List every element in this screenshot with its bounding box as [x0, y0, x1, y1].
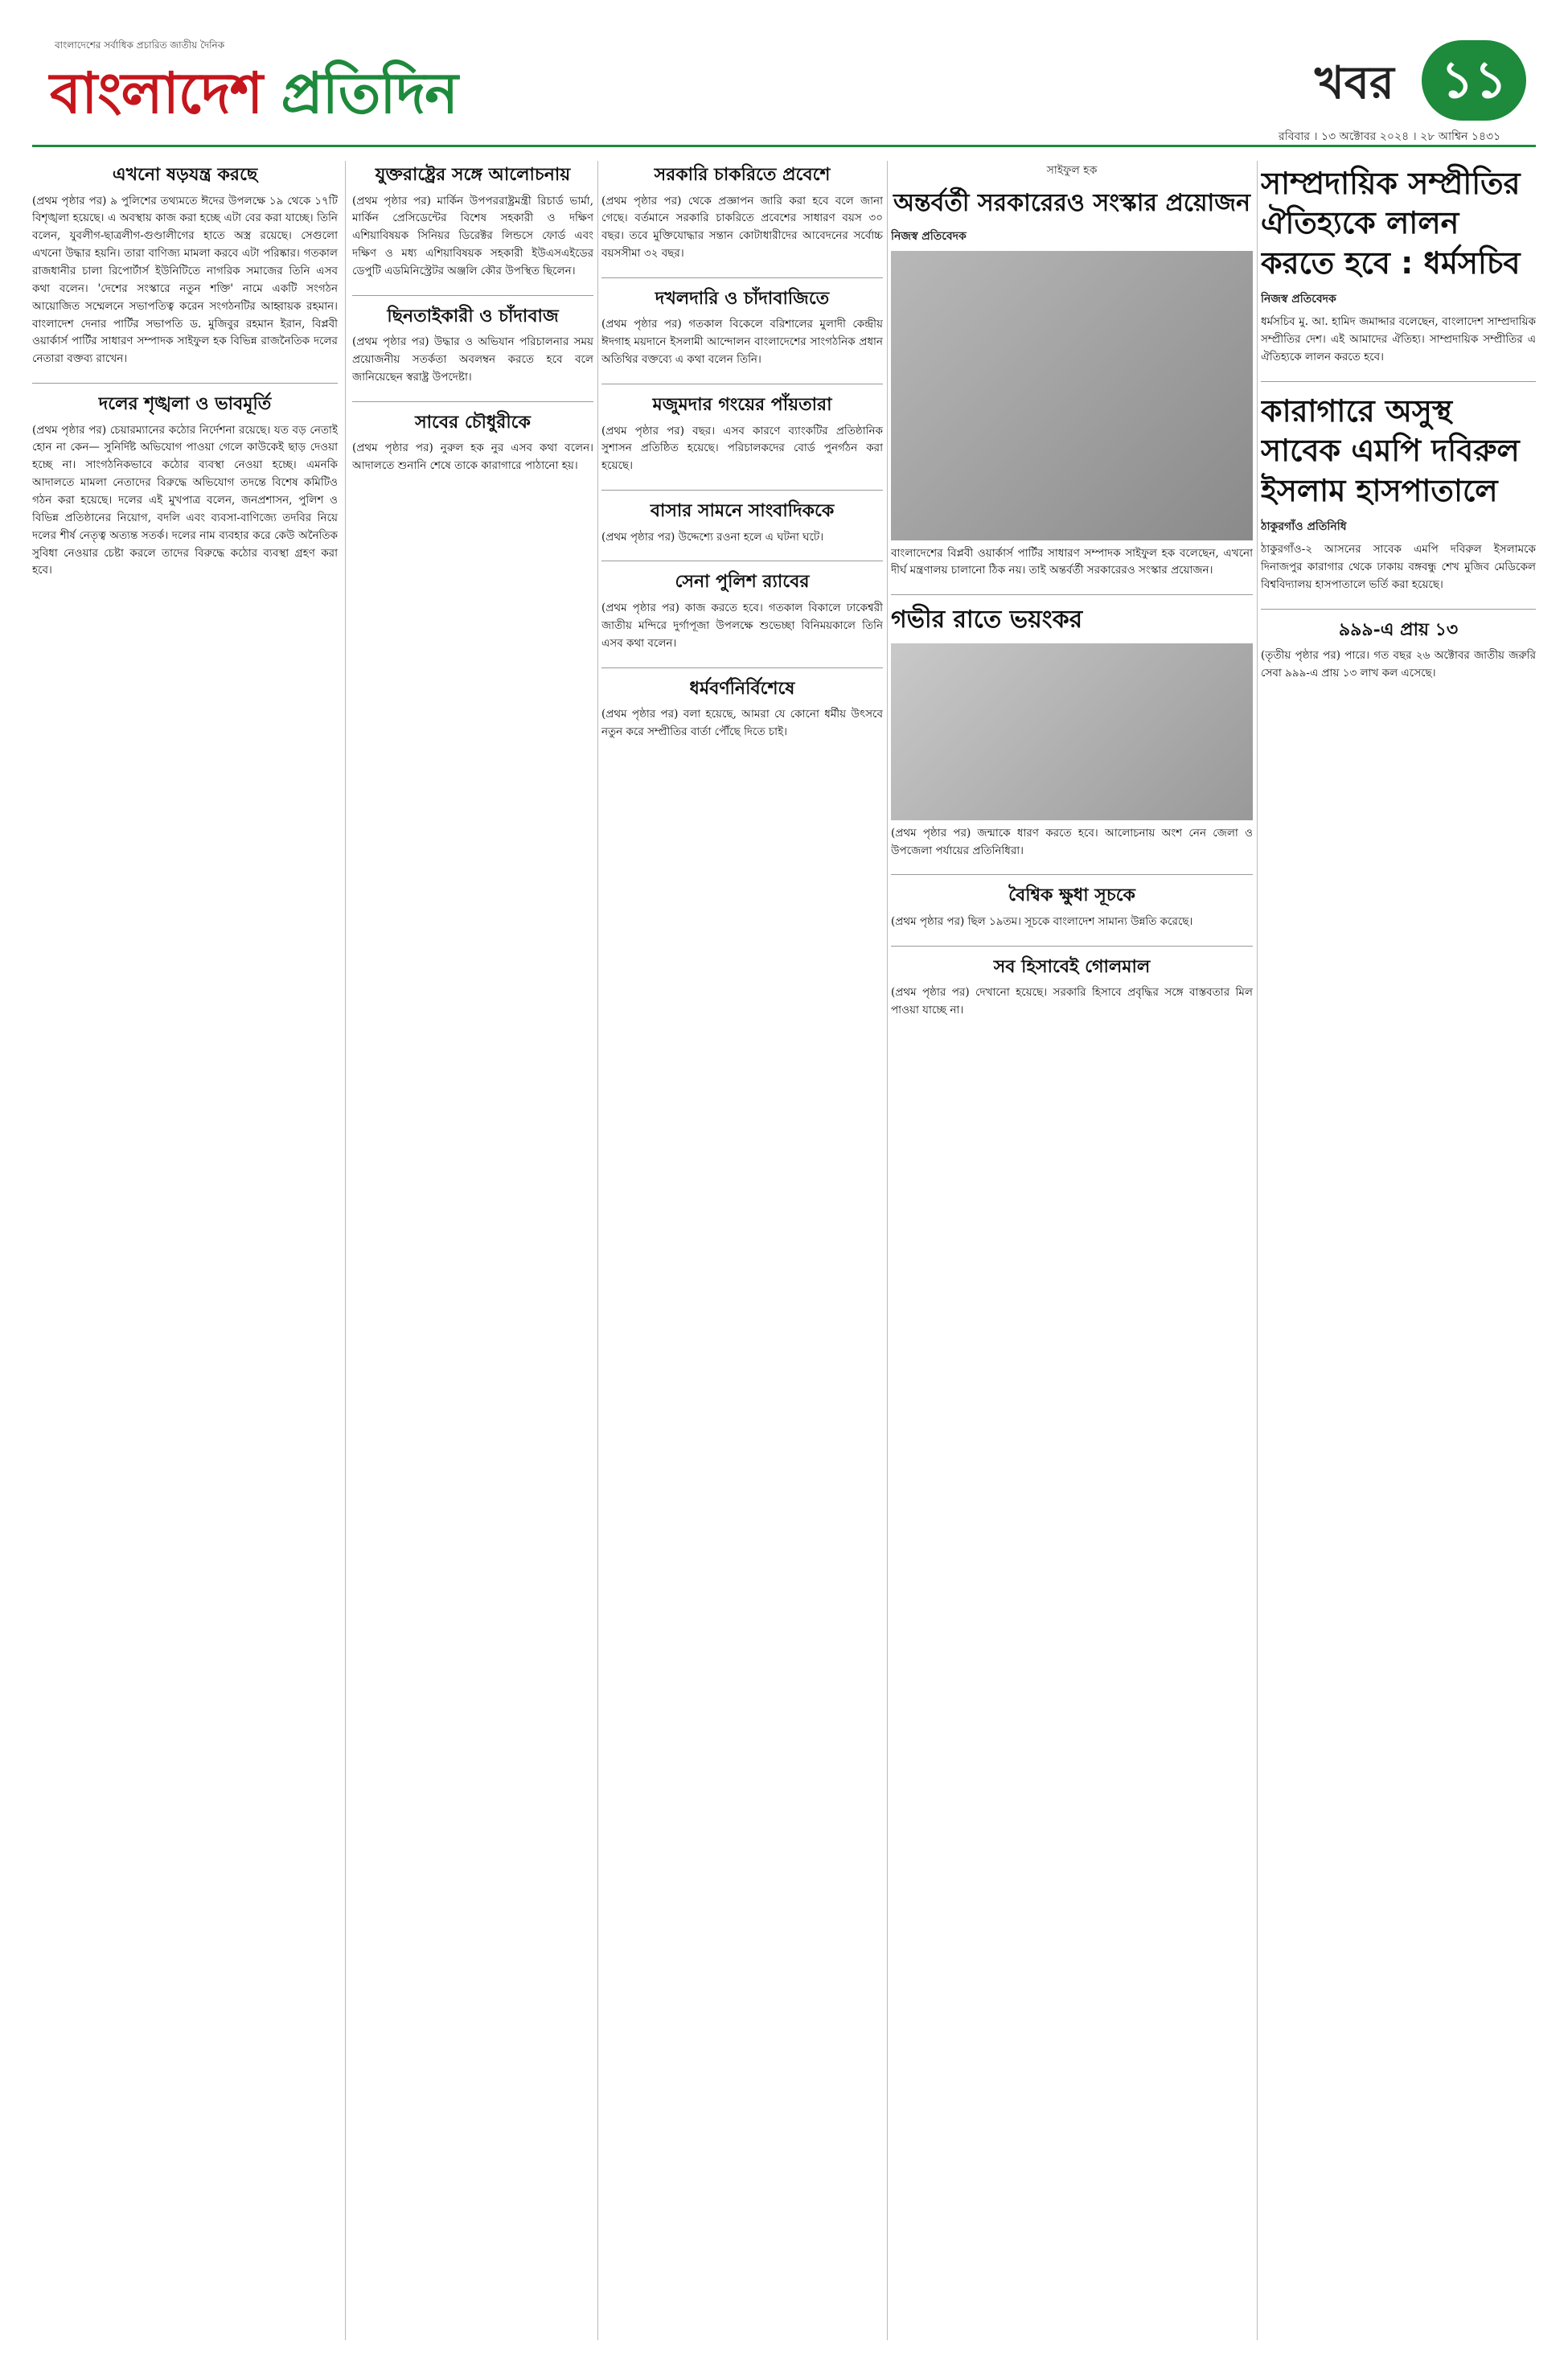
story-body: (প্রথম পৃষ্ঠার পর) গতকাল বিকেলে বরিশালের মুলাদী কেন্দ্রীয় ঈদগাহ ময়দানে ইসলামী আন্দোলন বাংলাদেশের সাংগঠনিক প্রধান অতিথির বক্তব্যে এ কথা বলেন তিনি। — [601, 318, 883, 367]
story-dhormoborno — [601, 678, 883, 741]
story-headline: ৯৯৯-এ প্রায় ১৩ — [1338, 618, 1459, 640]
story-headline: এখনো ষড়যন্ত্র করছে — [112, 164, 258, 185]
dateline: রবিবার । ১৩ অক্টোবর ২০২৪ । ২৮ আশ্বিন ১৪৩১ — [1279, 130, 1501, 143]
story-mojumdar — [601, 394, 883, 475]
story-golmal — [891, 956, 1253, 1020]
masthead — [0, 0, 1568, 153]
masthead-tagline: বাংলাদেশের সর্বাধিক প্রচারিত জাতীয় দৈনিক — [55, 39, 225, 51]
story-separator — [891, 594, 1253, 595]
news-photo — [891, 643, 1253, 820]
section-title: খবর — [1315, 57, 1394, 109]
story-doler-shrinkhola — [32, 393, 338, 580]
story-body: (প্রথম পৃষ্ঠার পর) নুরুল হক নুর এসব কথা বলেন। আদালতে শুনানি শেষে তাকে কারাগারে পাঠানো হয়। — [352, 442, 593, 473]
story-chintaikari — [352, 306, 593, 387]
story-usa-alochona — [352, 164, 593, 281]
story-body: (প্রথম পৃষ্ঠার পর) ৯ পুলিশের তথ্যমতে ঈদের উপলক্ষে ১৯ থেকে ১৭টি বিশৃঙ্খলা হয়েছে। এ অবস্থায় কাজ করা হচ্ছে এটা বের করা যাচ্ছে। তিনি বলেন, যুবলীগ-ছাত্রলীগ-গুণ্ডালীগের হাতে অস্ত্র রয়েছে। সেগুলো এখনো উদ্ধার হয়নি। তারা বাণিজ্য মামলা করবে এটা পরিষ্কার। গতকাল রাজধানীর চালা রিপোর্টার্স ইউনিটিতে নাগরিক সমাজের তিনি এসব কথা বলেন। 'দেশের সংস্কারে নতুন শক্তি' নামে একটি সংগঠন আয়োজিত সম্মেলনে সভাপতিত্ব করেন সংগঠনটির আহ্বায়ক রহমান। বাংলাদেশ দেনার পার্টির সভাপতি ড. মুজিবুর রহমান ইরান, বিপ্লবী ওয়ার্কার্স পার্টির সাধারণ সম্পাদক সাইফুল হক বিভিন্ন রাজনৈতিক দলের নেতারা বক্তব্য রাখেন। — [32, 194, 338, 366]
story-byline: নিজস্ব প্রতিবেদক — [1261, 293, 1336, 306]
column-divider — [887, 161, 888, 2340]
story-sorkari-chakri — [601, 164, 883, 263]
story-ekhono-shorojontro — [32, 164, 338, 368]
column-divider — [1257, 161, 1258, 2340]
story-headline: অন্তর্বর্তী সরকারেরও সংস্কার প্রয়োজন — [893, 189, 1251, 217]
story-saiful-haque — [891, 161, 1253, 580]
story-headline: ধর্মবর্ণনির্বিশেষে — [689, 677, 795, 699]
story-body: (প্রথম পৃষ্ঠার পর) দেখানো হয়েছে। সরকারি হিসাবে প্রবৃদ্ধির সঙ্গে বাস্তবতার মিল পাওয়া যাচ্ছে না। — [891, 986, 1253, 1017]
column-3 — [601, 161, 883, 2340]
column-2 — [352, 161, 593, 2340]
story-byline: নিজস্ব প্রতিবেদক — [891, 229, 967, 243]
column-divider — [597, 161, 598, 2340]
story-headline: কারাগারে অসুস্থ সাবেক এমপি দবিরুল ইসলাম হাসপাতালে — [1261, 392, 1520, 508]
logo-part1: বাংলাদেশ — [50, 60, 263, 126]
newspaper-logo — [50, 50, 458, 144]
column-1 — [32, 161, 338, 2340]
story-khudha-suchok — [891, 885, 1253, 930]
logo-part2: প্রতিদিন — [281, 60, 458, 126]
story-body: (প্রথম পৃষ্ঠার পর) চেয়ারম্যানের কঠোর নির্দেশনা রয়েছে। যত বড় নেতাই হোন না কেন— সুনির্দিষ্ট অভিযোগ পাওয়া গেলে কাউকেই ছাড় দেওয়া হচ্ছে না। সাংগঠনিকভাবে কঠোর ব্যবস্থা নেওয়া হচ্ছে। এমনকি আদালতে মামলা নেতাদের বিরুদ্ধে অভিযোগ তদন্তে বিশেষ কমিটিও গঠন করা হয়েছে। দলের এই মুখপাত্র বলেন, জনপ্রশাসন, পুলিশ ও বিভিন্ন প্রতিষ্ঠানের নিয়োগ, বদলি এবং ব্যবসা-বাণিজ্যে তদবির নিয়ে দলের শীর্ষ নেতৃত্ব অত্যন্ত সতর্ক। দলের নাম ব্যবহার করে কেউ অনৈতিক সুবিধা নেওয়ার চেষ্টা করলে তাদের বিরুদ্ধে কঠোর ব্যবস্থা গ্রহণ করা হবে। — [32, 423, 338, 577]
story-saber-chowdhury — [352, 412, 593, 475]
story-body: (প্রথম পৃষ্ঠার পর) বছর। এসব কারণে ব্যাংকটির প্রতিষ্ঠানিক সুশাসন প্রতিষ্ঠিত হয়েছে। পরিচালকদের বোর্ড পুনর্গঠন করা হয়েছে। — [601, 424, 883, 473]
story-headline: সরকারি চাকরিতে প্রবেশে — [654, 164, 831, 185]
story-body: ঠাকুরগাঁও-২ আসনের সাবেক এমপি দবিরুল ইসলামকে দিনাজপুর কারাগার থেকে ঢাকায় বঙ্গবন্ধু শেখ মুজিব মেডিকেল বিশ্ববিদ্যালয় হাসপাতালে ভর্তি করা হয়েছে। — [1261, 542, 1536, 591]
story-dhormosochib — [1261, 164, 1536, 367]
story-headline: সব হিসাবেই গোলমাল — [993, 955, 1151, 977]
story-body: ধর্মসচিব মু. আ. হামিদ জমাদ্দার বলেছেন, বাংলাদেশ সাম্প্রদায়িক সম্প্রীতির দেশ। এই আমাদের ঐতিহ্য। সাম্প্রদায়িক সম্প্রীতির এ ঐতিহ্যকে লালন করতে হবে। — [1261, 315, 1536, 363]
story-separator — [352, 401, 593, 402]
column-4 — [891, 161, 1253, 2340]
story-separator — [1261, 609, 1536, 610]
story-headline: দলের শৃঙ্খলা ও ভাবমূর্তি — [98, 393, 272, 415]
story-headline: সেনা পুলিশ র‍্যাবের — [675, 571, 810, 593]
column-divider — [345, 161, 346, 2340]
story-headline: মজুমদার গংয়ের পাঁয়তারা — [652, 394, 832, 416]
story-sena-police — [601, 571, 883, 652]
story-body: (প্রথম পৃষ্ঠার পর) জন্মাকে ধারণ করতে হবে। আলোচনায় অংশ নেন জেলা ও উপজেলা পর্যায়ের প্রতিনিধিরা। — [891, 826, 1253, 857]
story-separator — [601, 490, 883, 491]
story-separator — [1261, 381, 1536, 382]
story-separator — [891, 874, 1253, 875]
story-body: (প্রথম পৃষ্ঠার পর) থেকে প্রজ্ঞাপন জারি করা হবে বলে জানা গেছে। বর্তমানে সরকারি চাকরিতে প্রবেশের সাধারণ বয়স ৩০ বছর। তবে মুক্তিযোদ্ধার সন্তান কোটাধারীদের আবেদনের সর্বোচ্চ বয়সসীমা ৩২ বছর। — [601, 194, 883, 261]
story-basar-samne — [601, 500, 883, 546]
story-body: বাংলাদেশের বিপ্লবী ওয়ার্কার্স পার্টির সাধারণ সম্পাদক সাইফুল হক বলেছেন, এখনো দীর্ঘ মন্ত্রণালয় চালানো ঠিক নয়। তাই অন্তর্বর্তী সরকারেরও সংস্কার প্রয়োজন। — [891, 546, 1253, 577]
story-separator — [601, 667, 883, 668]
masthead-rule — [32, 145, 1536, 147]
story-headline: বৈশ্বিক ক্ষুধা সূচকে — [1008, 885, 1135, 906]
story-headline: ছিনতাইকারী ও চাঁদাবাজ — [387, 305, 559, 327]
story-body: (প্রথম পৃষ্ঠার পর) মার্কিন উপপররাষ্ট্রমন্ত্রী রিচার্ড ভার্মা, মার্কিন প্রেসিডেন্টের বিশেষ সহকারী ও দক্ষিণ এশিয়াবিষয়ক সিনিয়র ডিরেক্টর লিন্ডসে ফোর্ড এবং দক্ষিণ ও মধ্য এশিয়াবিষয়ক সহকারী ইউএসএইডের ডেপুটি এডমিনিস্ট্রেটর অঞ্জলি কৌর উপস্থিত ছিলেন। — [352, 194, 593, 277]
story-kicker: সাইফুল হক — [1046, 164, 1098, 177]
story-999 — [1261, 619, 1536, 683]
story-body: (প্রথম পৃষ্ঠার পর) উদ্ধার ও অভিযান পরিচালনার সময় প্রয়োজনীয় সতর্কতা অবলম্বন করতে হবে বলে জানিয়েছেন স্বরাষ্ট্র উপদেষ্টা। — [352, 335, 593, 384]
story-headline: গভীর রাতে ভয়ংকর — [891, 606, 1083, 635]
story-headline: বাসার সামনে সাংবাদিককে — [650, 500, 835, 522]
story-body: (প্রথম পৃষ্ঠার পর) কাজ করতে হবে। গতকাল বিকালে ঢাকেশ্বরী জাতীয় মন্দিরে দুর্গাপূজা উপলক্ষে শুভেচ্ছা বিনিময়কালে তিনি এসব কথা বলেন। — [601, 601, 883, 650]
page-number-badge: ১১ — [1422, 40, 1526, 121]
story-body: (তৃতীয় পৃষ্ঠার পর) পারে। গত বছর ২৬ অক্টোবর জাতীয় জরুরি সেবা ৯৯৯-এ প্রায় ১৩ লাখ কল এসেছে। — [1261, 649, 1536, 680]
story-dokholdari — [601, 288, 883, 369]
story-headline: দখলদারি ও চাঁদাবাজিতে — [655, 287, 830, 309]
story-headline: সাম্প্রদায়িক সম্প্রীতির ঐতিহ্যকে লালন করতে হবে : ধর্মসচিব — [1261, 166, 1521, 281]
news-photo — [891, 251, 1253, 540]
story-headline: সাবের চৌধুরীকে — [415, 411, 531, 433]
story-byline: ঠাকুরগাঁও প্রতিনিধি — [1261, 520, 1347, 533]
story-separator — [352, 295, 593, 296]
story-body: (প্রথম পৃষ্ঠার পর) উদ্দেশ্যে রওনা হলে এ ঘটনা ঘটে। — [601, 530, 824, 544]
story-separator — [32, 383, 338, 384]
story-body: (প্রথম পৃষ্ঠার পর) বলা হয়েছে, আমরা যে কোনো ধর্মীয় উৎসবে নতুন করে সম্প্রীতির বার্তা পৌঁছে দিতে চাই। — [601, 708, 883, 738]
story-headline: যুক্তরাষ্ট্রের সঙ্গে আলোচনায় — [375, 164, 571, 185]
story-body: (প্রথম পৃষ্ঠার পর) ছিল ১৯তম। সূচকে বাংলাদেশ সামান্য উন্নতি করেছে। — [891, 914, 1193, 928]
story-dobirul-islam — [1261, 392, 1536, 594]
story-govir-rate — [891, 605, 1253, 860]
column-5 — [1261, 161, 1536, 2340]
story-separator — [601, 277, 883, 278]
story-separator — [891, 946, 1253, 947]
